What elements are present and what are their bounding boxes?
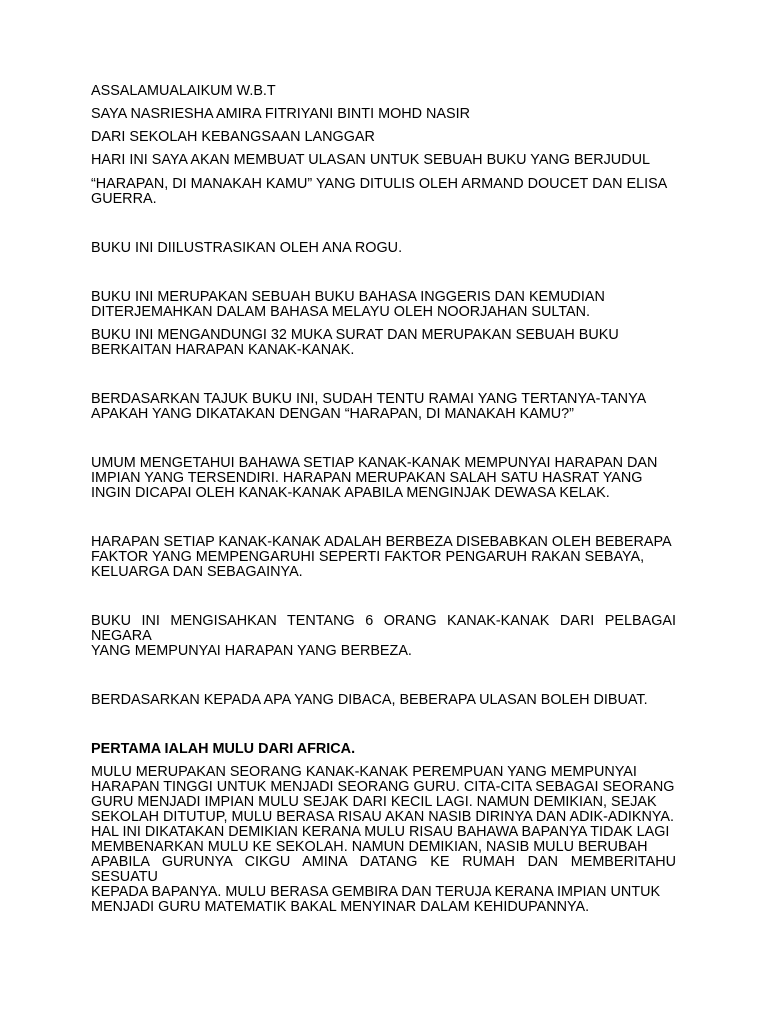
- section-body-paragraph: MULU MERUPAKAN SEORANG KANAK-KANAK PEREMPUAN YANG MEMPUNYAI HARAPAN TINGGI UNTUK MENJADI SEORANG GURU. CITA-CITA SEBAGAI SEORANG GURU MENJADI IMPIAN MULU SEJAK DARI KECIL LAGI. NAMUN DEMIKIAN, SEJAK SEKOLAH DITUTUP, MULU BERASA RISAU AKAN NASIB DIRINYA DAN ADIK-ADIKNYA. HAL INI DIKATAKAN DEMIKIAN KERANA MULU RISAU BAHAWA BAPANYA TIDAK LAGI MEMBENARKAN MULU KE SEKOLAH. NAMUN DEMIKIAN, NASIB MULU BERUBAH APABILA GURUNYA CIKGU AMINA DATANG KE RUMAH DAN MEMBERITAHU SESUATU KEPADA BAPANYA. MULU BERASA GEMBIRA DAN TERUJA KERANA IMPIAN UNTUK MENJADI GURU MATEMATIK BAKAL MENYINAR DALAM KEHIDUPANNYA.: [91, 764, 676, 915]
- author-name-line: SAYA NASRIESHA AMIRA FITRIYANI BINTI MOHD NASIR: [91, 106, 471, 122]
- intro-line: HARI INI SAYA AKAN MEMBUAT ULASAN UNTUK SEBUAH BUKU YANG BERJUDUL: [91, 152, 650, 168]
- factors-paragraph: HARAPAN SETIAP KANAK-KANAK ADALAH BERBEZA DISEBABKAN OLEH BEBERAPA FAKTOR YANG MEMPENGARUHI SEPERTI FAKTOR PENGARUH RAKAN SEBAYA, KELUARGA DAN SEBAGAINYA.: [91, 534, 672, 580]
- school-line: DARI SEKOLAH KEBANGSAAN LANGGAR: [91, 129, 375, 145]
- document-page: [91, 84, 676, 915]
- greeting-line: ASSALAMUALAIKUM W.B.T: [91, 83, 276, 99]
- section-heading: PERTAMA IALAH MULU DARI AFRICA.: [91, 741, 356, 757]
- illustrator-paragraph: BUKU INI DIILUSTRASIKAN OLEH ANA ROGU.: [91, 240, 403, 256]
- hopes-paragraph: UMUM MENGETAHUI BAHAWA SETIAP KANAK-KANAK MEMPUNYAI HARAPAN DAN IMPIAN YANG TERSENDIRI. HARAPAN MERUPAKAN SALAH SATU HASRAT YANG INGIN DICAPAI OLEH KANAK-KANAK APABILA MENGINJAK DEWASA KELAK.: [91, 455, 658, 501]
- book-title-paragraph: “HARAPAN, DI MANAKAH KAMU” YANG DITULIS OLEH ARMAND DOUCET DAN ELISA GUERRA.: [91, 176, 668, 207]
- review-intro-paragraph: BERDASARKAN KEPADA APA YANG DIBACA, BEBERAPA ULASAN BOLEH DIBUAT.: [91, 692, 648, 708]
- pages-paragraph: BUKU INI MENGANDUNGI 32 MUKA SURAT DAN MERUPAKAN SEBUAH BUKU BERKAITAN HARAPAN KANAK-KANAK.: [91, 327, 619, 358]
- title-question-paragraph: BERDASARKAN TAJUK BUKU INI, SUDAH TENTU RAMAI YANG TERTANYA-TANYA APAKAH YANG DIKATAKAN DENGAN “HARAPAN, DI MANAKAH KAMU?”: [91, 391, 647, 422]
- story-summary-paragraph: BUKU INI MENGISAHKAN TENTANG 6 ORANG KANAK-KANAK DARI PELBAGAI NEGARA YANG MEMPUNYAI HARAPAN YANG BERBEZA.: [91, 613, 676, 659]
- translation-paragraph: BUKU INI MERUPAKAN SEBUAH BUKU BAHASA INGGERIS DAN KEMUDIAN DITERJEMAHKAN DALAM BAHASA MELAYU OLEH NOORJAHAN SULTAN.: [91, 289, 605, 320]
